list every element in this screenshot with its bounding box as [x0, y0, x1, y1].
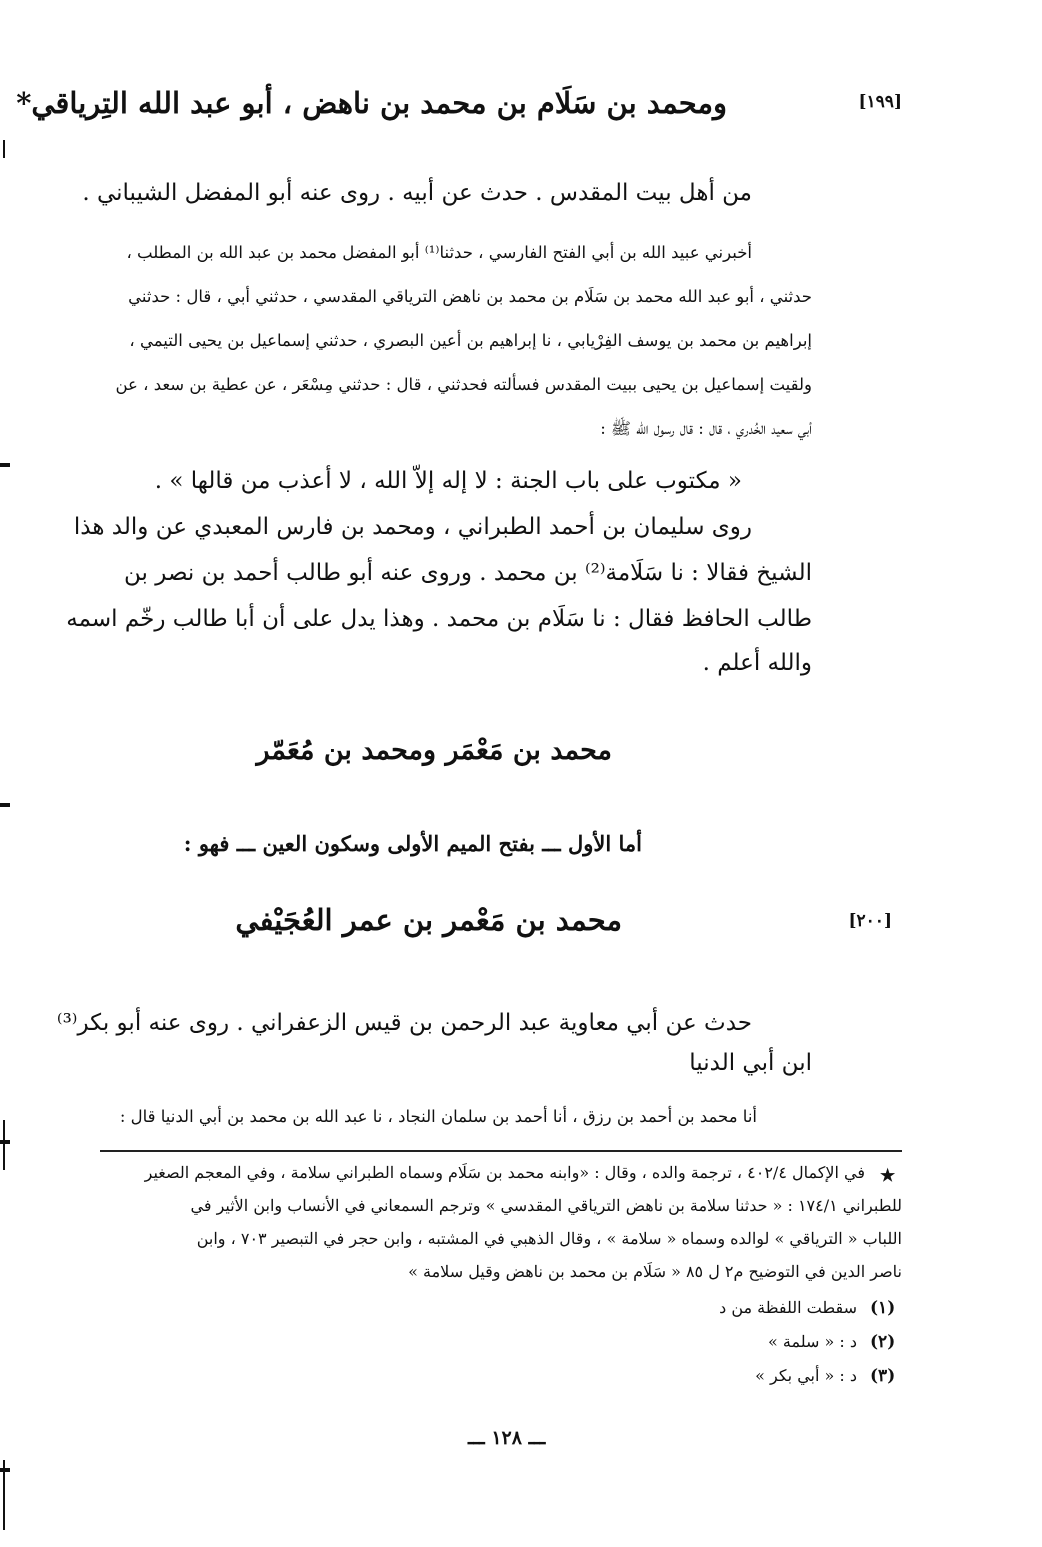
entry-title: محمد بن مَعْمر بن عمر العُجَيْفي	[235, 903, 622, 937]
footnote-star-line: ناصر الدين في التوضيح م٢ ل ٨٥ « سَلَام بن محمد بن ناهض وقيل سلامة »	[408, 1262, 902, 1281]
footnote-star-line: اللباب « الترياقي » لوالده وسماه « سلامة » ، وقال الذهبي في المشتبه ، وابن حجر في التبصير ٧٠٣ ، وابن	[196, 1229, 902, 1248]
entry-title: ومحمد بن سَلَام بن محمد بن ناهض ، أبو عبد الله التِرياقي*	[16, 86, 727, 120]
entry-intro-line: ابن أبي الدنيا	[689, 1050, 812, 1076]
scan-edge-mark	[0, 803, 10, 807]
footnote-text: د : « أبي بكر »	[755, 1366, 857, 1385]
commentary-line: طالب الحافظ فقال : نا سَلَام بن محمد . وهذا يدل على أن أبا طالب رخّم اسمه	[66, 606, 812, 632]
footnote-star-line: للطبراني ١٧٤/١ : « حدثنا سلامة بن ناهض الترياقي المقدسي » وترجم السمعاني في الأنساب وابن الأثير في	[190, 1196, 902, 1215]
isnad-line: أنا محمد بن أحمد بن رزق ، أنا أحمد بن سلمان النجاد ، نا عبد الله بن محمد بن أبي الدنيا قال :	[119, 1107, 757, 1126]
footnote-number: (٢)	[870, 1332, 896, 1352]
entry-intro-line: حدث عن أبي معاوية عبد الرحمن بن قيس الزعفراني . روى عنه أبو بكر⁽³⁾	[56, 1010, 752, 1036]
scan-edge-line	[3, 1120, 5, 1170]
isnad-line: حدثني ، أبو عبد الله محمد بن سَلَام بن محمد بن ناهض الترياقي المقدسي ، حدثني أبي ، قال : حدثني	[128, 287, 812, 306]
hadith-text: « مكتوب على باب الجنة : لا إله إلاّ الله ، لا أعذب من قالها » .	[154, 468, 742, 494]
scan-edge-line	[3, 140, 5, 158]
scan-edge-mark	[0, 1140, 10, 1144]
scan-edge-mark	[0, 1468, 10, 1472]
entry-intro: من أهل بيت المقدس . حدث عن أبيه . روى عنه أبو المفضل الشيباني .	[82, 180, 752, 206]
footnote-separator	[100, 1150, 902, 1152]
footnote-text: د : « سلمة »	[768, 1332, 857, 1351]
footnote-star-mark: ★	[880, 1166, 896, 1186]
footnote-star-line: في الإكمال ٤٠٢/٤ ، ترجمة والده ، وقال : «وابنه محمد بن سَلَام وسماه الطبراني سلامة ، وفي المعجم الصغير	[144, 1163, 865, 1182]
commentary-line: الشيخ فقالا : نا سَلَامة⁽²⁾ بن محمد . وروى عنه أبو طالب أحمد بن نصر بن	[124, 560, 812, 586]
section-title: محمد بن مَعْمَر ومحمد بن مُعَمّر	[256, 735, 612, 766]
isnad-line: أبي سعيد الخُدري ، قال : قال رسول الله ﷺ :	[600, 419, 812, 438]
page-number: ـــ ١٢٨ ـــ	[468, 1427, 546, 1449]
commentary-line: والله أعلم .	[702, 650, 812, 676]
scan-edge-mark	[0, 463, 10, 467]
entry-number: [٢٠٠]	[848, 911, 892, 931]
isnad-line: إبراهيم بن محمد بن يوسف الفِرْيابي ، نا إبراهيم بن أعين البصري ، حدثني إسماعيل بن يحيى التيمي ،	[129, 331, 812, 350]
section-subtitle: أما الأول ـــ بفتح الميم الأولى وسكون العين ـــ فهو :	[183, 831, 642, 856]
entry-number: [١٩٩]	[858, 92, 902, 112]
isnad-line: أخبرني عبيد الله بن أبي الفتح الفارسي ، حدثنا⁽¹⁾ أبو المفضل محمد بن عبد الله بن المطلب ،	[126, 243, 752, 262]
footnote-number: (٣)	[870, 1366, 896, 1386]
commentary-line: روى سليمان بن أحمد الطبراني ، ومحمد بن فارس المعبدي عن والد هذا	[73, 514, 752, 540]
footnote-text: سقطت اللفظة من د	[719, 1298, 857, 1317]
isnad-line: ولقيت إسماعيل بن يحيى ببيت المقدس فسألته فحدثني ، قال : حدثني مِسْعَر ، عن عطية بن سعد ، عن	[115, 375, 812, 394]
footnote-number: (١)	[870, 1298, 896, 1318]
